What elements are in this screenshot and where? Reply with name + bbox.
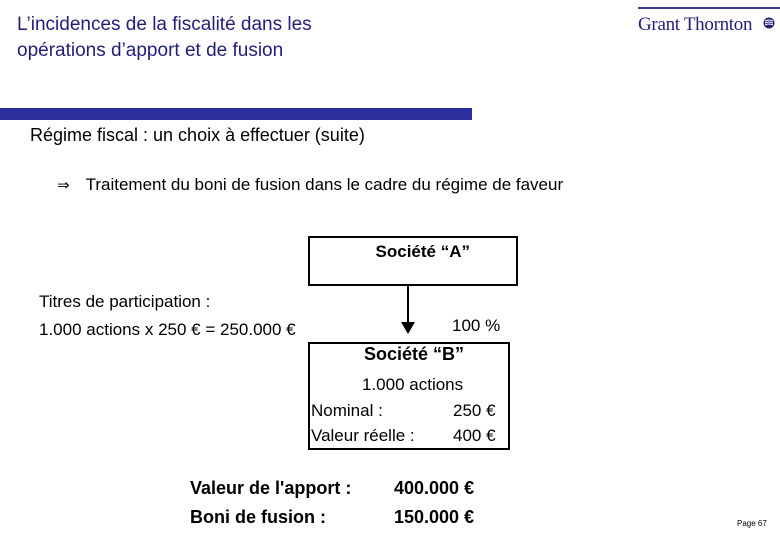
company-b-label: Société “B” — [364, 344, 465, 364]
apport-label: Valeur de l'apport : — [190, 478, 352, 498]
ownership-percent: 100 % — [452, 316, 501, 335]
participation-line-2: 1.000 actions x 250 € = 250.000 € — [39, 320, 296, 339]
slide-title — [17, 12, 437, 64]
logo-mark-icon — [763, 17, 775, 29]
boni-value: 150.000 € — [394, 507, 475, 527]
company-b-actions: 1.000 actions — [362, 375, 464, 394]
title-band — [0, 108, 472, 120]
boni-label: Boni de fusion : — [190, 507, 326, 527]
participation-note — [39, 288, 296, 344]
apport-row — [190, 478, 475, 499]
company-a-label: Société “A” — [375, 242, 470, 261]
bullet-item — [57, 175, 563, 195]
nominal-row — [311, 401, 496, 421]
apport-value: 400.000 € — [394, 478, 475, 498]
ownership-connector — [407, 286, 409, 324]
title-line-1: L’incidences de la fiscalité dans les — [17, 14, 312, 35]
valeur-reelle-value: 400 € — [453, 426, 496, 445]
logo-rule — [638, 7, 780, 9]
section-subtitle: Régime fiscal : un choix à effectuer (suite) — [30, 125, 365, 145]
valeur-reelle-label: Valeur réelle : — [311, 426, 415, 445]
valeur-reelle-row — [311, 426, 496, 446]
company-a-box — [308, 236, 518, 286]
nominal-value: 250 € — [453, 401, 496, 420]
nominal-label: Nominal : — [311, 401, 383, 420]
grant-thornton-logo: Grant Thornton — [638, 14, 753, 35]
boni-row — [190, 507, 475, 528]
title-line-2: opérations d’apport et de fusion — [17, 40, 284, 61]
participation-line-1: Titres de participation : — [39, 292, 211, 311]
ownership-arrow-icon — [401, 322, 415, 334]
page-number: Page 67 — [737, 519, 767, 528]
bullet-text: Traitement du boni de fusion dans le cadre du régime de faveur — [85, 175, 564, 194]
implies-arrow-icon: ⇒ — [57, 176, 70, 194]
